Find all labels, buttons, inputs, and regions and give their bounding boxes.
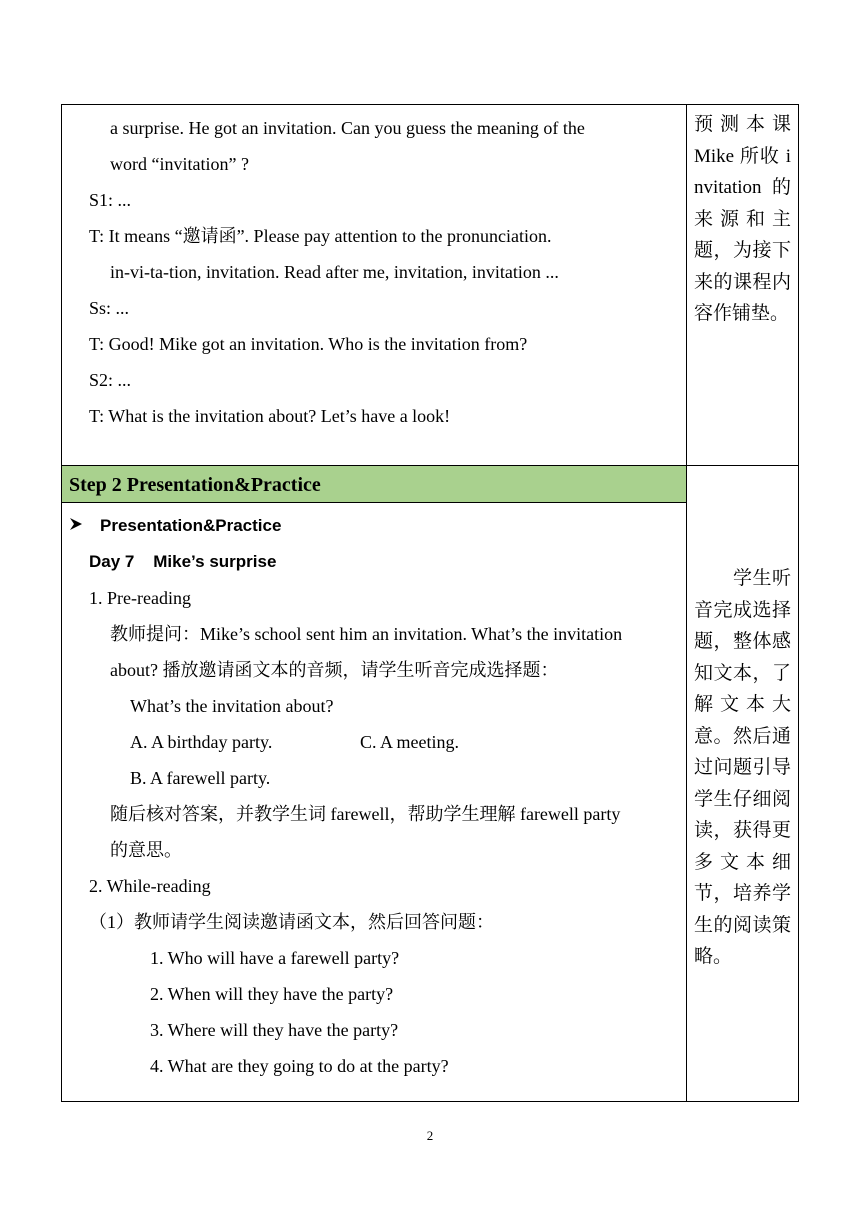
dialogue-line: a surprise. He got an invitation. Can you guess the meaning of the bbox=[110, 118, 585, 138]
dialogue-line: S1: ... bbox=[89, 190, 132, 210]
dialogue-line: Ss: ... bbox=[89, 298, 130, 318]
dialogue-line: S2: ... bbox=[89, 370, 132, 390]
step-label: 1. Pre-reading bbox=[89, 588, 191, 608]
column-divider bbox=[686, 104, 687, 1102]
body-line: 教师提问：Mike’s school sent him an invitation. What’s the invitation bbox=[110, 624, 623, 644]
question-item: 3. Where will they have the party? bbox=[150, 1020, 399, 1040]
question-line: What’s the invitation about? bbox=[130, 696, 334, 716]
body-line: 随后核对答案，并教学生词 farewell，帮助学生理解 farewell party bbox=[110, 804, 621, 824]
page-number: 2 bbox=[426, 1128, 434, 1143]
design-note: 预测本课 Mike 所收 invitation 的来源和主题，为接下来的课程内容作铺垫。 bbox=[694, 114, 791, 324]
option-c: C. A meeting. bbox=[360, 732, 459, 752]
body-line: 的意思。 bbox=[110, 840, 182, 860]
dialogue-line: word “invitation” ? bbox=[110, 154, 249, 174]
step-label: 2. While-reading bbox=[89, 876, 211, 896]
option-a: A. A birthday party. bbox=[130, 732, 273, 752]
body-line: （1）教师请学生阅读邀请函文本，然后回答问题： bbox=[89, 912, 494, 932]
design-note: 学生听音完成选择题，整体感知文本，了解文本大意。然后通过问题引导学生仔细阅读，获得更多文本细节，培养学生的阅读策略。 bbox=[694, 568, 791, 967]
option-b: B. A farewell party. bbox=[130, 768, 271, 788]
question-item: 2. When will they have the party? bbox=[150, 984, 394, 1004]
section-heading: Presentation&Practice bbox=[100, 516, 282, 535]
arrow-bullet-icon bbox=[69, 517, 83, 536]
day-heading: Day 7 Mike’s surprise bbox=[89, 552, 277, 571]
body-line: about? 播放邀请函文本的音频，请学生听音完成选择题： bbox=[110, 660, 559, 680]
dialogue-line: in-vi-ta-tion, invitation. Read after me, invitation, invitation ... bbox=[110, 262, 559, 282]
question-item: 4. What are they going to do at the party? bbox=[150, 1056, 449, 1076]
step-title: Step 2 Presentation&Practice bbox=[69, 474, 321, 496]
dialogue-line: T: What is the invitation about? Let’s have a look! bbox=[89, 406, 451, 426]
dialogue-line: T: It means “邀请函”. Please pay attention to the pronunciation. bbox=[89, 226, 552, 246]
step-header bbox=[62, 466, 686, 503]
dialogue-line: T: Good! Mike got an invitation. Who is the invitation from? bbox=[89, 334, 528, 354]
question-item: 1. Who will have a farewell party? bbox=[150, 948, 400, 968]
